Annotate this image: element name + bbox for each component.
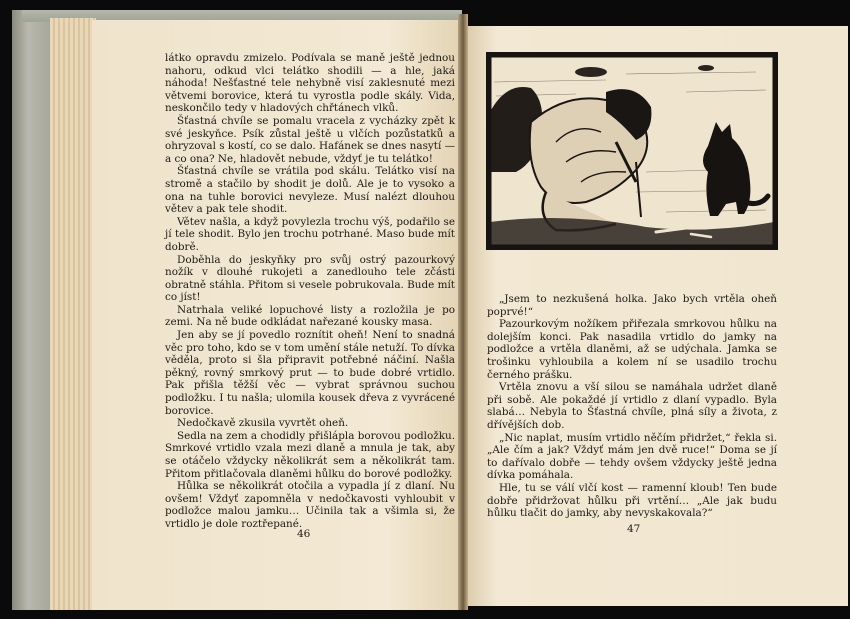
page-number-left: 46 — [297, 528, 311, 540]
paragraph: „Nic naplat, musím vrtidlo něčím přidržet,“ řekla si. „Ale čím a jak? Vždyť mám jen dvě ruce!“ Doma se jí to dařívalo dobře — tehdy ovšem vždycky ještě jedna dívka pomáhala. — [487, 431, 777, 482]
right-page-text — [487, 293, 777, 520]
paragraph: Vrtěla znovu a vší silou se namáhala udržet dlaně při sobě. Ale pokaždé jí vrtidlo z dlaní vypadlo. Byla slabá… Nebyla to Šťastná chvíle, plná síly a života, z dřívějších dob. — [487, 381, 777, 431]
paragraph: Sedla na zem a chodidly přišlápla borovou podložku. Smrkové vrtidlo vzala mezi dlaně a mnula je tak, aby se otáčelo vždycky několikrát sem a několikrát tam. Přitom přitlačovala dlaněmi hůlku do borové podložky. — [165, 429, 455, 480]
book-cover-spine — [12, 10, 52, 610]
paragraph: Větev našla, a když povylezla trochu výš, podařilo se jí tele shodit. Bylo jen trochu potrhané. Maso bude mít dobrě. — [165, 215, 455, 253]
paragraph: Hle, tu se válí vlčí kost — ramenní kloub! Ten bude dobře přidržovat hůlku při vrtění… „Ale jak budu hůlku tlačit do jamky, aby nevyskakovala?“ — [487, 481, 777, 520]
paragraph: látko opravdu zmizelo. Podívala se maně ještě jednou nahoru, odkud vlci telátko shodili — a hle, jaká náhoda! Nešťastné tele nehybně visí zaklesnuté mezi větvemi borovice, která tu vyrostla podle skály. Vida, neskončilo tedy v hladových chřtánech vlků. — [165, 52, 455, 115]
book-gutter — [458, 14, 468, 610]
paragraph: Nedočkavě zkusila vyvrtět oheň. — [177, 417, 349, 430]
paragraph: Hůlka se několikrát otočila a vypadla jí z dlaní. Nu ovšem! Vždyť zapomněla v nedočkavosti vyhloubit v podložce malou jamku… Učinila tak a všimla si, že vrtidlo je dole roztřepané. — [165, 480, 455, 530]
page-number-right: 47 — [627, 523, 641, 535]
illustration-art — [486, 52, 778, 250]
woodcut-illustration — [486, 52, 778, 250]
paragraph: „Jsem to nezkušená holka. Jako bych vrtěla oheň poprvé!“ — [487, 293, 777, 318]
paragraph: Natrhala veliké lopuchové listy a rozložila je po zemi. Na ně bude odkládat nařezané kousky masa. — [165, 303, 455, 329]
page-edges — [50, 18, 96, 610]
paragraph: Šťastná chvíle se vrátila pod skálu. Telátko visí na stromě a stačilo by shodit je dolů. Ale je to vysoko a ona na tuhle borovici nevyleze. Musí nalézt dlouhou větev a pak tele shodit. — [165, 165, 455, 216]
paragraph: Doběhla do jeskyňky pro svůj ostrý pazourkový nožík v dlouhé rukojeti a zanedlouho tele zčásti obratně stáhla. Přitom si vesele pobrukovala. Bude mít co jíst! — [165, 253, 455, 304]
paragraph: Jen aby se jí povedlo roznítit oheň! Není to snadná věc pro toho, kdo se v tom umění stále netuží. To dívka věděla, proto si šla připravit potřebné náčiní. Našla pěkný, rovný smrkový prut — to bude dobré vrtidlo. Pak přišla těžší věc — vybrat správnou suchou podložku. I tu našla; ulomila kousek dřeva z vyvrácené borovice. — [165, 329, 455, 417]
paragraph: Pazourkovým nožíkem přiřezala smrkovou hůlku na dolejším konci. Pak nasadila vrtidlo do jamky na podložce a vrtěla dlaněmi, až se udýchala. Jamka se trošinku vyhloubila a kolem ní se usadilo trochu černého prášku. — [487, 318, 777, 381]
left-page-text — [165, 52, 455, 531]
paragraph: Šťastná chvíle se pomalu vracela z vycházky zpět k své jeskyňce. Psík zůstal ještě u vlčích pozůstatků a ohryzoval s kostí, co se dalo. Hafánek se dnes nasytí — a co ona? Ne, hladovět nebude, vždyť je tu telátko! — [165, 114, 455, 165]
